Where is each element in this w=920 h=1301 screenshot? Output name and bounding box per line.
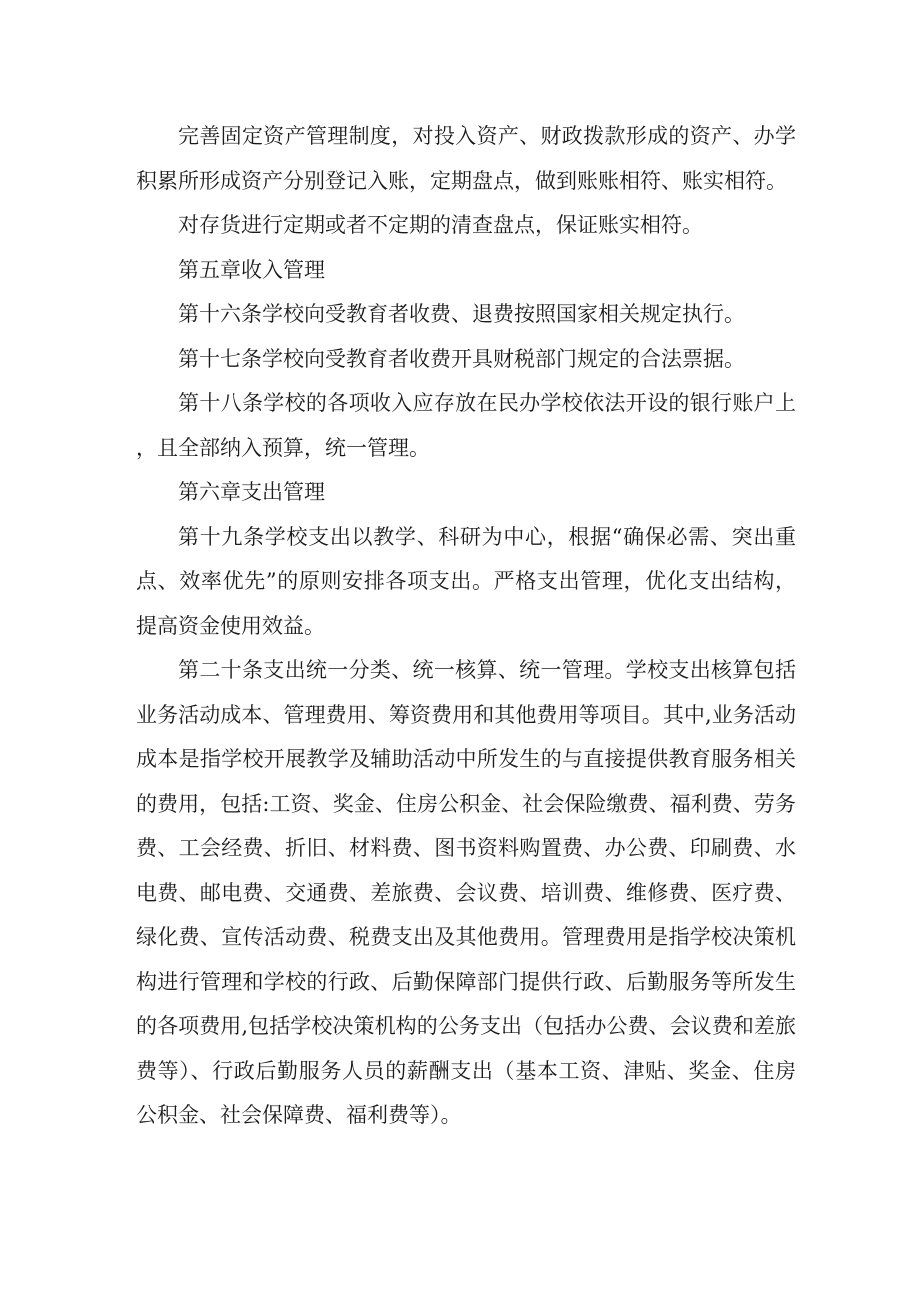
paragraph-fixed-assets: 完善固定资产管理制度，对投入资产、财政拨款形成的资产、办学积累所形成资产分别登记入账，定期盘点，做到账账相符、账实相符。 — [136, 124, 796, 193]
paragraph-article-18: 第十八条学校的各项收入应存放在民办学校依法开设的银行账户上，且全部纳入预算，统一管理。 — [136, 391, 796, 460]
document-body — [136, 114, 796, 1138]
paragraph-inventory: 对存货进行定期或者不定期的清查盘点，保证账实相符。 — [178, 213, 703, 237]
paragraph-article-20: 第二十条支出统一分类、统一核算、统一管理。学校支出核算包括业务活动成本、管理费用、筹资费用和其他费用等项目。其中,业务活动成本是指学校开展教学及辅助活动中所发生的与直接提供教育服务相关的费用，包括:工资、奖金、住房公积金、社会保险缴费、福利费、劳务费、工会经费、折旧、材料费、图书资料购置费、办公费、印刷费、水电费、邮电费、交通费、差旅费、会议费、培训费、维修费、医疗费、绿化费、宣传活动费、税费支出及其他费用。管理费用是指学校决策机构进行管理和学校的行政、后勤保障部门提供行政、后勤服务等所发生的各项费用,包括学校决策机构的公务支出（包括办公费、会议费和差旅费等）、行政后勤服务人员的薪酬支出（基本工资、津贴、奖金、住房公积金、社会保障费、福利费等）。 — [136, 658, 796, 1127]
chapter-heading-expenditure: 第六章支出管理 — [178, 480, 325, 504]
paragraph-article-16: 第十六条学校向受教育者收费、退费按照国家相关规定执行。 — [178, 302, 745, 326]
paragraph-article-17: 第十七条学校向受教育者收费开具财税部门规定的合法票据。 — [178, 346, 745, 371]
paragraph-article-19: 第十九条学校支出以教学、科研为中心，根据“确保必需、突出重点、效率优先”的原则安排各项支出。严格支出管理，优化支出结构，提高资金使用效益。 — [136, 524, 796, 638]
chapter-heading-income: 第五章收入管理 — [178, 257, 325, 282]
